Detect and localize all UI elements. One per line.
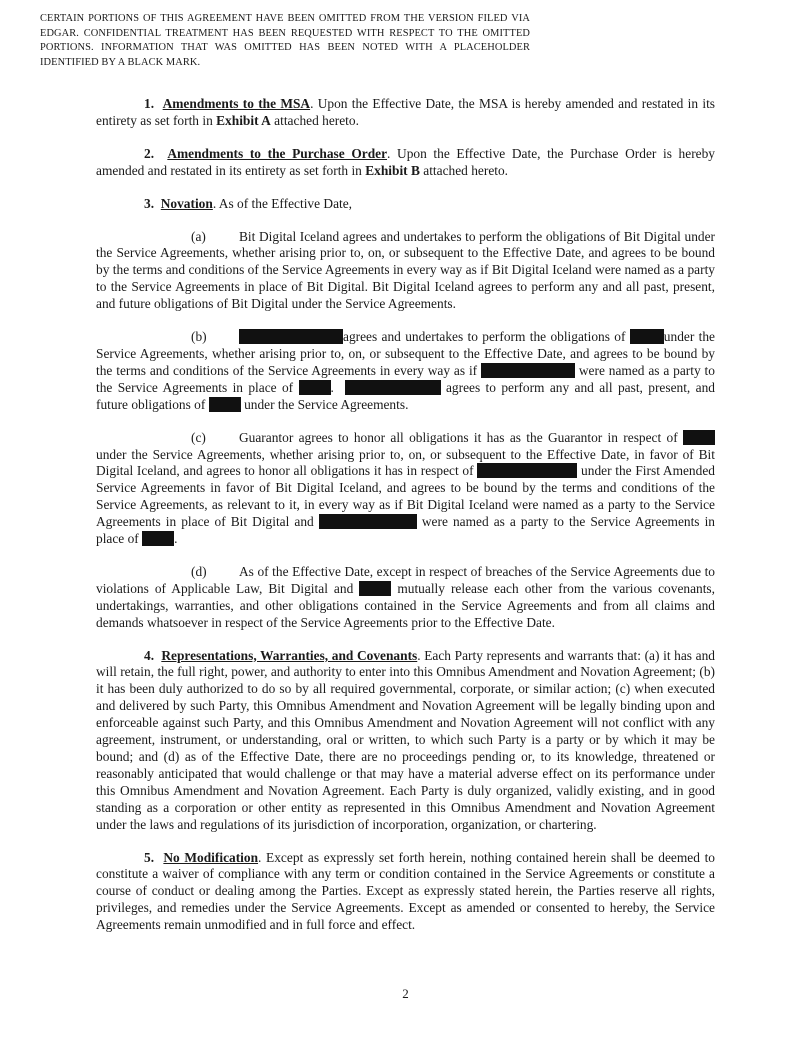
section-4-heading: Representations, Warranties, and Covenants <box>161 647 418 663</box>
section-3b-text-6: under the Service Agreements. <box>244 396 409 412</box>
section-2-text: . Upon the Effective Date, the Purchase Order is hereby amended and restated in its entirety as set forth in <box>96 145 715 178</box>
section-3b-text-5: agrees to perform any and all past, present, and future obligations of <box>96 379 715 412</box>
section-2 <box>96 146 715 180</box>
redaction-mark <box>359 581 391 596</box>
section-4-number: 4. <box>144 647 155 663</box>
section-3-number: 3. <box>144 195 155 211</box>
section-1-number: 1. <box>144 96 155 111</box>
section-3c-text-3: under the First Amended Service Agreements in favor of Bit Digital Iceland, and agrees to be bound by the terms and conditions of the Service Agreements, as relevant to it, in every way as if Bit Digital Iceland were named as a party to the Service Agreements in place of Bit Digital and <box>96 463 715 530</box>
page-number: 2 <box>402 986 409 1001</box>
section-3-text: . As of the Effective Date, <box>212 195 353 211</box>
section-3d <box>96 564 715 632</box>
section-3c-label: (c) <box>191 429 206 445</box>
section-3b-text-4: . <box>330 379 334 395</box>
section-1-exhibit: Exhibit A <box>216 112 271 128</box>
section-1-heading: Amendments to the MSA <box>162 96 311 111</box>
redaction-mark <box>319 514 417 529</box>
section-3a <box>96 229 715 314</box>
section-3a-label: (a) <box>191 228 206 244</box>
section-3b-label: (b) <box>191 329 207 345</box>
section-3d-text-2: mutually release each other from the various covenants, undertakings, warranties, and other obligations contained in the Service Agreements and from all claims and demands whatsoever in respect of the Service Agreements prior to the Effective Date. <box>96 580 715 630</box>
section-4-text: . Each Party represents and warrants that: (a) it has and will retain, the full right, power, and authority to enter into this Omnibus Amendment and Novation Agreement; (b) it has been duly authorized to do so by all required governmental, corporate, or similar action; (c) when executed and delivered by such Party, this Omnibus Amendment and Novation Agreement will be legally binding upon and enforceable against such Party, and this Omnibus Amendment and Novation Agreement will not conflict with any agreement, instrument, or understanding, oral or written, to which such Party is a party or by which it may be bound; and (d) as of the Effective Date, there are no proceedings pending or, to its knowledge, threatened or reasonably anticipated that would challenge or that may have a material adverse effect on its performance under this Omnibus Amendment and Novation Agreement. Each Party is duly organized, validly existing, and in good standing as a corporation or other entity as represented in this Omnibus Amendment and Novation Agreement under the laws and regulations of its jurisdiction of incorporation, organization, or chartering. <box>96 647 715 832</box>
redaction-mark <box>630 329 664 344</box>
section-2-number: 2. <box>144 145 155 161</box>
section-1-text: . Upon the Effective Date, the MSA is hereby amended and restated in its entirety as set forth in <box>96 96 715 128</box>
section-5-number: 5. <box>144 849 155 865</box>
section-2-exhibit: Exhibit B <box>365 162 420 178</box>
section-5-text: . Except as expressly set forth herein, nothing contained herein shall be deemed to constitute a waiver of compliance with any term or condition contained in the Service Agreements or constitute a course of conduct or dealing among the Parties. Except as expressly stated herein, the Parties reserve all rights, privileges, and remedies under the Service Agreements. Except as amended or consented to hereby, the Service Agreements remain unmodified and in full force and effect. <box>96 849 715 933</box>
redaction-mark <box>345 380 441 395</box>
section-3 <box>96 196 715 213</box>
section-3b-text-1: agrees and undertakes to perform the obligations of <box>343 329 626 345</box>
section-3b-text-3: were named as a party to the Service Agreements in place of <box>96 362 715 395</box>
redaction-mark <box>299 380 331 395</box>
section-3a-text: Bit Digital Iceland agrees and undertakes to perform the obligations of Bit Digital under the Service Agreements, whether arising prior to, on, or subsequent to the Effective Date, and agrees to be bound by the terms and conditions of the Service Agreements in every way as if Bit Digital Iceland were named as a party to the Service Agreements in place of Bit Digital. Bit Digital Iceland agrees to perform any and all past, present, and future obligations of Bit Digital under the Service Agreements. <box>96 228 715 312</box>
section-2-text-end: attached hereto. <box>419 162 509 178</box>
section-4 <box>96 648 715 834</box>
section-5-heading: No Modification <box>163 849 259 865</box>
redaction-mark <box>477 463 577 478</box>
section-5 <box>96 850 715 935</box>
section-3c-text-4: were named as a party to the Service Agreements in place of <box>96 514 715 547</box>
section-3c-text-2: under the Service Agreements, whether arising prior to, on, or subsequent to the Effective Date, in favor of Bit Digital Iceland, and agrees to honor all obligations it has in respect of <box>96 446 715 479</box>
redaction-mark <box>142 531 174 546</box>
section-3b-text-2: under the Service Agreements, whether arising prior to, on, or subsequent to the Effective Date, and agrees to be bound by the terms and conditions of the Service Agreements in every way as if <box>96 329 715 378</box>
section-3c-text-5: . <box>174 531 178 547</box>
section-1 <box>96 96 715 130</box>
section-3d-label: (d) <box>191 563 207 579</box>
section-3b <box>96 329 715 414</box>
section-3d-text-1: As of the Effective Date, except in respect of breaches of the Service Agreements due to violations of Applicable Law, Bit Digital and <box>96 563 715 596</box>
redaction-mark <box>683 430 715 445</box>
section-3c-text-1: Guarantor agrees to honor all obligations it has as the Guarantor in respect of <box>239 429 678 445</box>
section-3-heading: Novation <box>160 195 213 211</box>
redaction-mark <box>209 397 241 412</box>
section-3c <box>96 430 715 548</box>
confidential-treatment-notice: CERTAIN PORTIONS OF THIS AGREEMENT HAVE BEEN OMITTED FROM THE VERSION FILED VIA EDGAR. CONFIDENTIAL TREATMENT HAS BEEN REQUESTED WITH RESPECT TO THE OMITTED PORTIONS. INFORMATION THAT WAS OMITTED HAS BEEN NOTED WITH A PLACEHOLDER IDENTIFIED BY A BLACK MARK. <box>40 13 530 68</box>
section-1-text-end: attached hereto. <box>270 112 359 128</box>
redaction-mark <box>481 363 575 378</box>
section-2-heading: Amendments to the Purchase Order <box>167 145 388 161</box>
agreement-body <box>96 96 715 950</box>
redaction-mark <box>239 329 343 344</box>
